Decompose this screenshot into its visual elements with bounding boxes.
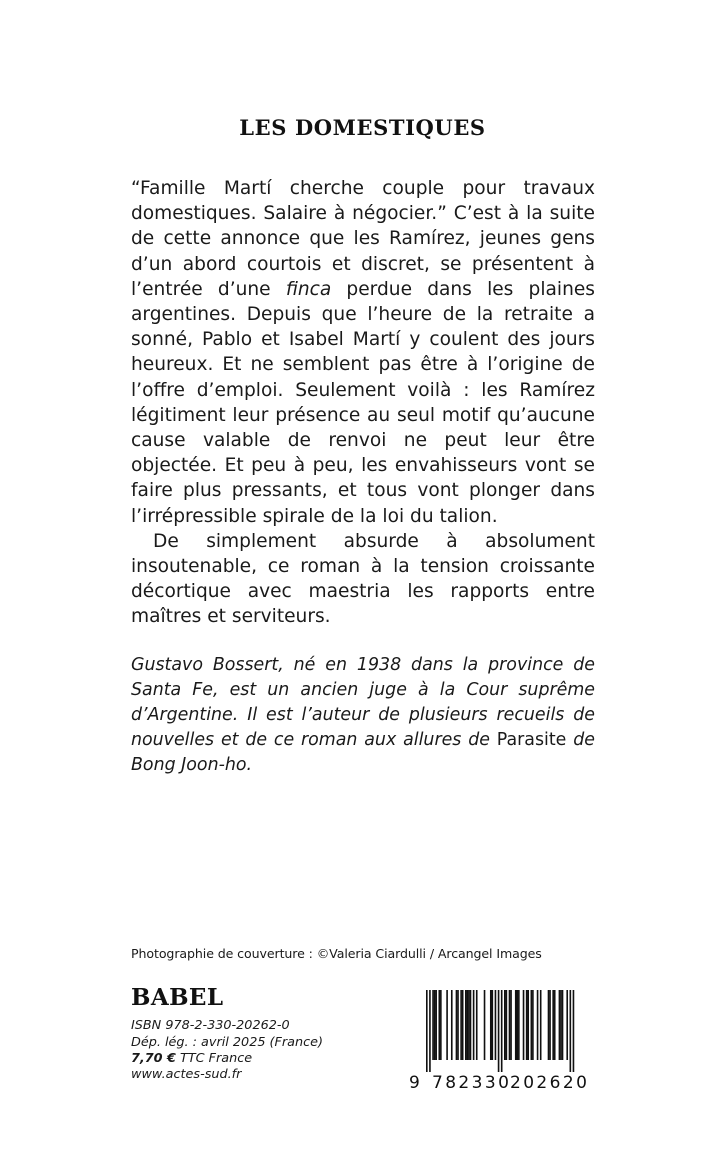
blurb-p1-after-italic: perdue dans les plaines argentines. Depuis que l’heure de la retraite a sonné, Pablo et Isabel Martí y coulent des jours heureux. Et ne semblent pas être à l’origine de l’offre d’emploi. Seulement voilà : les Ramírez légitiment leur présence au seul motif qu’aucune cause valable de renvoi ne peut leur être objectée. Et peu à peu, les envahisseurs vont se faire plus pressants, et tous vont plonger dans l’irrépressible spirale de la loi du talion. (131, 278, 595, 527)
price-suffix: TTC France (175, 1050, 253, 1066)
author-bio (131, 653, 595, 778)
imprint-details (131, 1018, 411, 1084)
publisher-logo-babel: BABEL (131, 984, 224, 1011)
bio-referenced-work-title: Parasite (496, 730, 567, 750)
blurb-p1-before-italic: “Famille Martí cherche couple pour travaux domestiques. Salaire à négocier.” C’est à la suite de cette annonce que les Ramírez, jeunes gens d’un abord courtois et discret, se présentent à l’entrée d’une (131, 178, 595, 300)
bio-after-roman: de Bong Joon-ho. (131, 730, 595, 775)
publisher-website: www.actes-sud.fr (131, 1067, 242, 1083)
blurb-italic-term: finca (285, 278, 332, 300)
isbn-line: ISBN 978-2-330-20262-0 (131, 1018, 290, 1034)
cover-photo-credit: Photographie de couverture : ©Valeria Ciardulli / Arcangel Images (131, 946, 542, 961)
barcode-svg (400, 988, 595, 1093)
author-bio-paragraph (131, 653, 595, 778)
price-value: 7,70 € (131, 1050, 176, 1066)
price-line (131, 1051, 411, 1067)
blurb-paragraph-2: De simplement absurde à absolument insoutenable, ce roman à la tension croissante décortique avec maestria les rapports entre maîtres et serviteurs. (131, 530, 595, 628)
barcode-lead-digit: 9 (409, 1073, 420, 1093)
blurb-text (131, 176, 595, 630)
legal-deposit-line: Dép. lég. : avril 2025 (France) (131, 1034, 324, 1050)
imprint-block (131, 986, 411, 1084)
page-title: LES DOMESTIQUES (239, 115, 486, 140)
bio-before-roman: Gustavo Bossert, né en 1938 dans la province de Santa Fe, est un ancien juge à la Cour suprême d’Argentine. Il est l’auteur de plusieurs recueils de nouvelles et de ce roman aux allures de (131, 655, 595, 750)
barcode-right-digits: 202620 (510, 1073, 590, 1093)
barcode-left-digits: 782330 (432, 1073, 512, 1093)
blurb-paragraph-1 (131, 176, 595, 529)
isbn-barcode (400, 988, 595, 1093)
